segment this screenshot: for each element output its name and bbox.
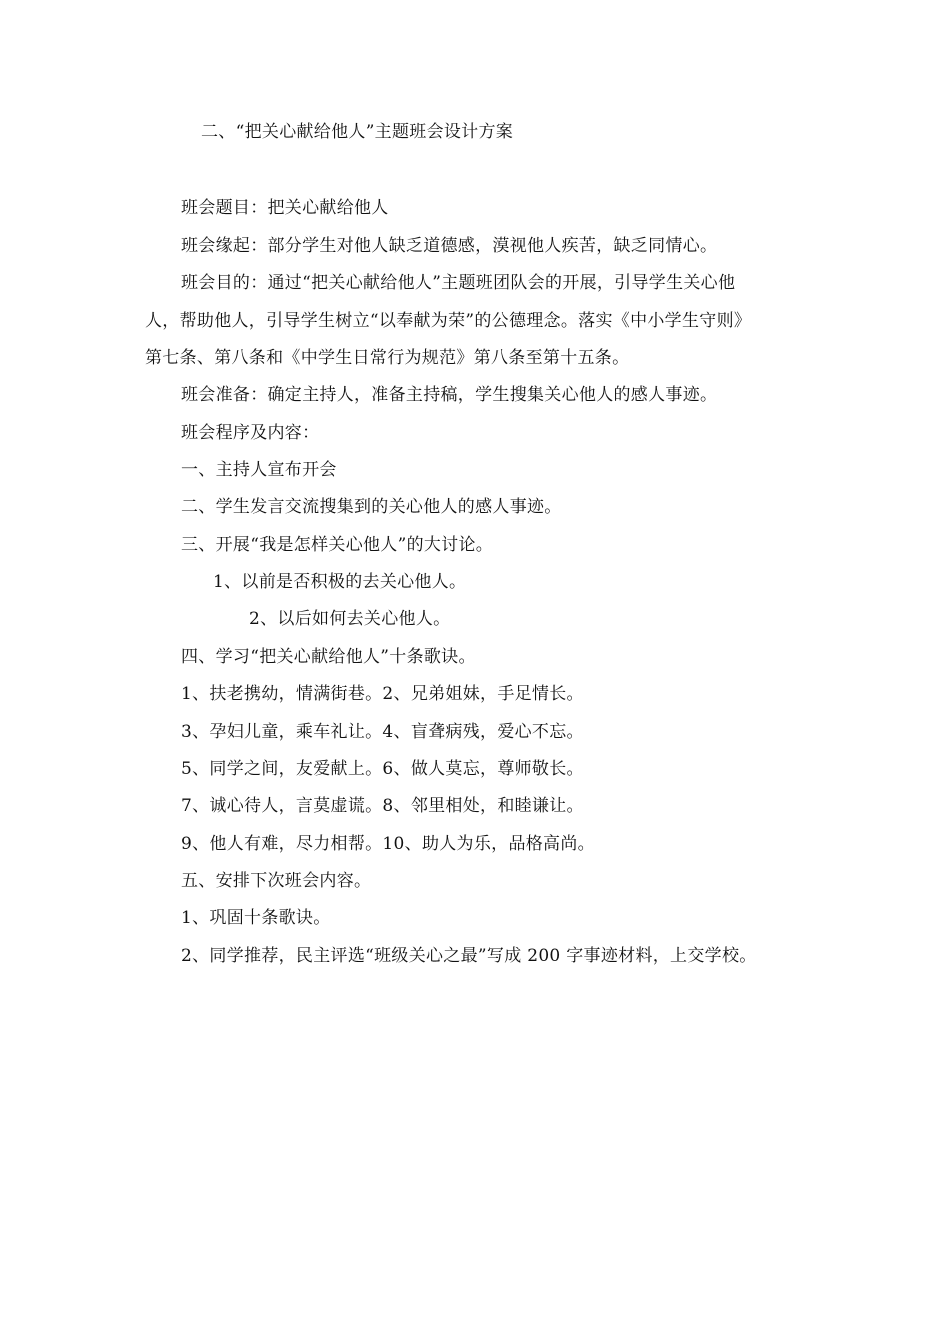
step-4: 四、学习“把关心献给他人”十条歌诀。 — [181, 647, 476, 667]
procedure-heading: 班会程序及内容： — [181, 423, 320, 443]
step-1: 一、主持人宣布开会 — [181, 460, 337, 480]
rhyme-line: 1、扶老携幼，情满街巷。2、兄弟姐妹，手足情长。 — [181, 684, 584, 704]
origin-line: 班会缘起：部分学生对他人缺乏道德感，漠视他人疾苦，缺乏同情心。 — [181, 236, 718, 256]
rhyme-line: 3、孕妇儿童，乘车礼让。4、盲聋病残，爱心不忘。 — [181, 722, 584, 742]
step-5-item-1: 1、巩固十条歌诀。 — [181, 908, 331, 928]
rhyme-line: 5、同学之间，友爱献上。6、做人莫忘，尊师敬长。 — [181, 759, 584, 779]
purpose-line-3: 第七条、第八条和《中学生日常行为规范》第八条至第十五条。 — [145, 348, 630, 368]
step-3-sub-1: 1、以前是否积极的去关心他人。 — [213, 572, 467, 592]
step-3-sub-2: 2、以后如何去关心他人。 — [249, 609, 451, 629]
preparation-line: 班会准备：确定主持人，准备主持稿，学生搜集关心他人的感人事迹。 — [181, 385, 718, 405]
topic-line: 班会题目：把关心献给他人 — [181, 198, 389, 218]
step-3: 三、开展“我是怎样关心他人”的大讨论。 — [181, 535, 494, 555]
step-5: 五、安排下次班会内容。 — [181, 871, 372, 891]
step-2: 二、学生发言交流搜集到的关心他人的感人事迹。 — [181, 497, 562, 517]
rhyme-line: 7、诚心待人，言莫虚谎。8、邻里相处，和睦谦让。 — [181, 796, 584, 816]
purpose-line-2: 人，帮助他人，引导学生树立“以奉献为荣”的公德理念。落实《中小学生守则》 — [145, 311, 752, 331]
document-title: 二、“把关心献给他人”主题班会设计方案 — [201, 122, 514, 142]
step-5-item-2: 2、同学推荐，民主评选“班级关心之最”写成 200 字事迹材料，上交学校。 — [181, 946, 757, 966]
rhyme-line: 9、他人有难，尽力相帮。10、助人为乐，品格高尚。 — [181, 834, 595, 854]
purpose-line-1: 班会目的：通过“把关心献给他人”主题班团队会的开展，引导学生关心他 — [181, 273, 736, 293]
